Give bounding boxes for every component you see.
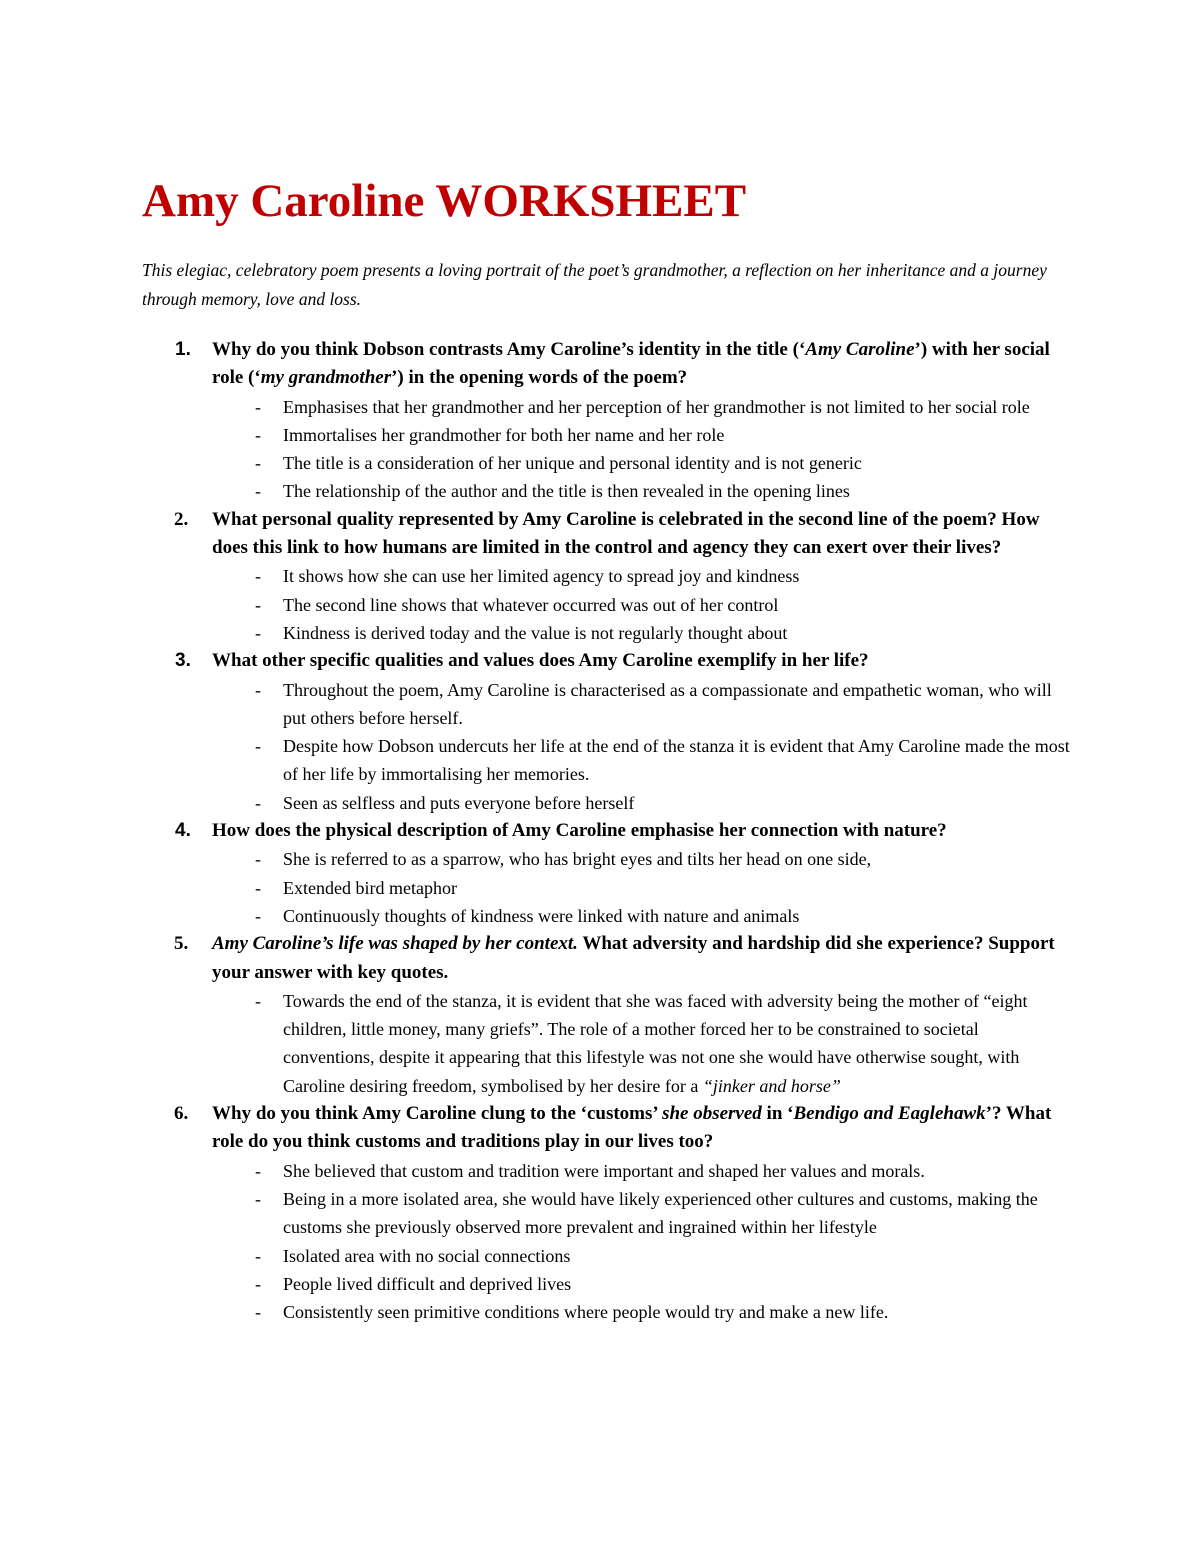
bullet-dash: - — [255, 1273, 261, 1294]
answer-item: - Being in a more isolated area, she would have likely experienced other cultures and customs, making the customs she previously observed more prevalent and ingrained within her lifestyle — [212, 1185, 1072, 1242]
answer-item: - Throughout the poem, Amy Caroline is characterised as a compassionate and empathetic woman, who will put others before herself. — [212, 676, 1072, 733]
bullet-dash: - — [255, 424, 261, 445]
question-number: 1. — [175, 339, 191, 360]
answer-item: - Isolated area with no social connections — [212, 1242, 1072, 1270]
question-number: 2. — [174, 508, 189, 530]
answer-list — [212, 393, 1072, 506]
answer-item: - Seen as selfless and puts everyone before herself — [212, 789, 1072, 817]
answer-list — [212, 987, 1072, 1100]
question-text: Amy Caroline’s life was shaped by her context. What adversity and hardship did she experience? Support your answer with key quotes. — [212, 933, 1055, 983]
answer-item: - Continuously thoughts of kindness were linked with nature and animals — [212, 902, 1072, 930]
bullet-dash: - — [255, 679, 261, 700]
question-6 — [142, 1100, 1072, 1326]
answer-item: - She believed that custom and tradition were important and shaped her values and morals. — [212, 1157, 1072, 1185]
question-2 — [142, 506, 1072, 647]
answer-item: - Despite how Dobson undercuts her life at the end of the stanza it is evident that Amy Caroline made the most of her life by immortalising her memories. — [212, 732, 1072, 789]
bullet-dash: - — [255, 877, 261, 898]
question-number: 4. — [175, 820, 191, 842]
answer-list — [212, 676, 1072, 817]
bullet-dash: - — [255, 566, 261, 587]
question-text: Why do you think Dobson contrasts Amy Caroline’s identity in the title (‘Amy Caroline’) with her social role (‘my grandmother’) in the opening words of the poem? — [212, 339, 1050, 389]
answer-item: - Immortalises her grandmother for both her name and her role — [212, 421, 1072, 449]
bullet-dash: - — [255, 1302, 261, 1323]
bullet-dash: - — [255, 594, 261, 615]
answer-item: - Extended bird metaphor — [212, 874, 1072, 902]
question-number: 6. — [174, 1103, 189, 1125]
bullet-dash: - — [255, 622, 261, 643]
question-4 — [142, 817, 1072, 930]
bullet-dash: - — [255, 905, 261, 926]
page-title: Amy Caroline WORKSHEET — [142, 175, 747, 227]
answer-item: - The title is a consideration of her unique and personal identity and is not generic — [212, 449, 1072, 477]
bullet-dash: - — [255, 453, 261, 474]
bullet-dash: - — [255, 849, 261, 870]
bullet-dash: - — [255, 481, 261, 502]
answer-item: - She is referred to as a sparrow, who has bright eyes and tilts her head on one side, — [212, 845, 1072, 873]
answer-item: - The second line shows that whatever occurred was out of her control — [212, 591, 1072, 619]
answer-item: - The relationship of the author and the title is then revealed in the opening lines — [212, 477, 1072, 505]
answer-item: - Kindness is derived today and the value is not regularly thought about — [212, 619, 1072, 647]
question-list — [142, 336, 1072, 1326]
question-5 — [142, 930, 1072, 1100]
answer-item: - Consistently seen primitive conditions where people would try and make a new life. — [212, 1298, 1072, 1326]
answer-item: - It shows how she can use her limited agency to spread joy and kindness — [212, 562, 1072, 590]
answer-item: - People lived difficult and deprived lives — [212, 1270, 1072, 1298]
bullet-dash: - — [255, 396, 261, 417]
question-number: 5. — [174, 933, 189, 955]
question-number: 3. — [175, 650, 191, 672]
bullet-dash: - — [255, 1245, 261, 1266]
answer-list — [212, 845, 1072, 930]
question-3 — [142, 647, 1072, 817]
bullet-dash: - — [255, 1160, 261, 1181]
intro-paragraph: This elegiac, celebratory poem presents a loving portrait of the poet’s grandmother, a reflection on her inheritance and a journey through memory, love and loss. — [142, 260, 1047, 309]
question-1 — [142, 336, 1072, 506]
question-text: Why do you think Amy Caroline clung to the ‘customs’ she observed in ‘Bendigo and Eaglehawk’? What role do you think customs and traditions play in our lives too? — [212, 1103, 1052, 1153]
answer-item: - Emphasises that her grandmother and her perception of her grandmother is not limited to her social role — [212, 393, 1072, 421]
bullet-dash: - — [255, 792, 261, 813]
bullet-dash: - — [255, 990, 261, 1011]
answer-list — [212, 1157, 1072, 1327]
bullet-dash: - — [255, 1188, 261, 1209]
question-text: How does the physical description of Amy Caroline emphasise her connection with nature? — [212, 820, 947, 842]
question-text: What personal quality represented by Amy Caroline is celebrated in the second line of the poem? How does this link to how humans are limited in the control and agency they can exert over their lives? — [212, 508, 1040, 559]
answer-item: - Towards the end of the stanza, it is evident that she was faced with adversity being the mother of “eight children, little money, many griefs”. The role of a mother forced her to be constrained to societal conventions, despite it appearing that this lifestyle was not one she would have otherwise sought, with Caroline desiring freedom, symbolised by her desire for a “jinker and horse” — [212, 987, 1072, 1100]
answer-list — [212, 562, 1072, 647]
question-text: What other specific qualities and values does Amy Caroline exemplify in her life? — [212, 650, 869, 672]
bullet-dash: - — [255, 736, 261, 757]
